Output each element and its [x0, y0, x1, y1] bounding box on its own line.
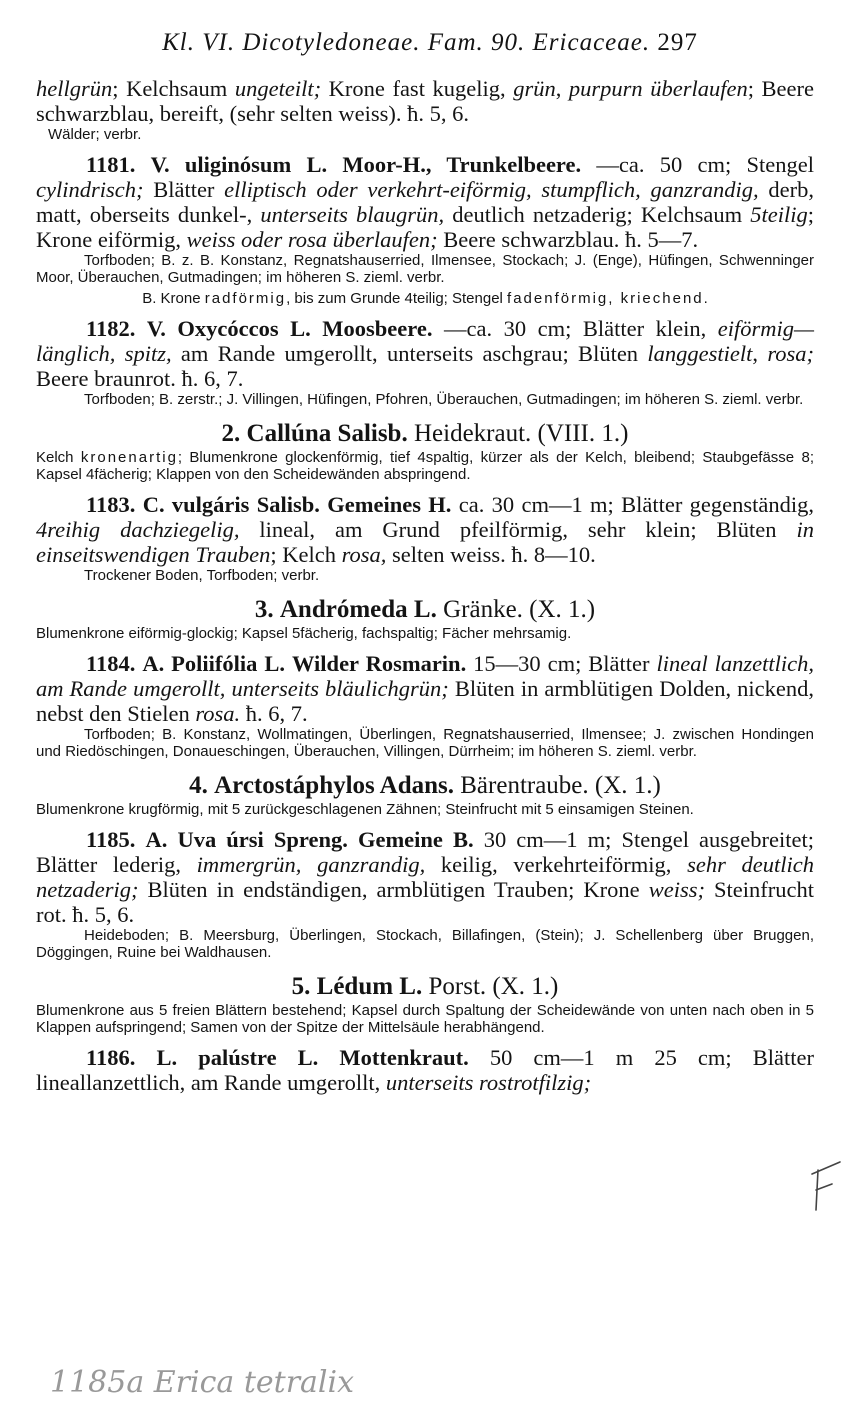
genus-3-heading: 3. Andrómeda L. Gränke. (X. 1.)	[254, 596, 596, 623]
genus-5-heading: 5. Lédum L. Porst. (X. 1.)	[291, 973, 559, 1000]
handwritten-note	[48, 1356, 448, 1412]
species-1181-habitat: Torfboden; B. z. B. Konstanz, Regnatshauserried, Ilmensee, Stockach; J. (Enge), Hüfingen, Schwenninger Moor, Überauchen, Gutmadingen; im höheren S. zieml. verbr.	[36, 252, 814, 286]
margin-pencil-mark	[806, 1158, 846, 1218]
species-1183-habitat: Trockener Boden, Torfboden; verbr.	[84, 567, 320, 584]
species-1182-habitat: Torfboden; B. zerstr.; J. Villingen, Hüfingen, Pfohren, Überauchen, Gutmadingen; im höheren S. zieml. verbr.	[84, 391, 804, 408]
species-1181: 1181. V. uliginósum L. Moor-H., Trunkelbeere. —ca. 50 cm; Stengel cylindrisch; Blätter elliptisch oder verkehrt-eiförmig, stumpflich, ganzrandig, derb, matt, oberseits dunkel-, unterseits blaugrün, deutlich netzaderig; Kelchsaum 5teilig; Krone eiförmig, weiss oder rosa überlaufen; Beere schwarzblau. ħ. 5—7.	[36, 152, 815, 252]
species-1186: 1186. L. palústre L. Mottenkraut. 50 cm—1 m 25 cm; Blätter lineallanzettlich, am Rande umgerollt, unterseits rostrotfilzig;	[36, 1045, 814, 1095]
handwritten-note-text: 1185a Erica tetralix	[50, 1365, 355, 1400]
genus-5-description: Blumenkrone aus 5 freien Blättern bestehend; Kapsel durch Spaltung der Scheidewände von unten nach oben in 5 Klappen aufspringend; Samen von der Spitze der Mittelsäule herabhängend.	[36, 1002, 814, 1036]
species-1185-habitat: Heideboden; B. Meersburg, Überlingen, Stockach, Billafingen, (Stein); J. Schellenberg über Bruggen, Döggingen, Ruine bei Waldhausen.	[36, 927, 814, 961]
genus-3-description: Blumenkrone eiförmig-glockig; Kapsel 5fächerig, fachspaltig; Fächer mehrsamig.	[36, 625, 572, 642]
genus-4-description: Blumenkrone krugförmig, mit 5 zurückgeschlagenen Zähnen; Steinfrucht mit 5 einsamigen Steinen.	[36, 801, 694, 818]
genus-2-heading: 2. Callúna Salisb. Heidekraut. (VIII. 1.)	[221, 420, 629, 447]
document-page	[36, 26, 814, 1095]
species-1183: 1183. C. vulgáris Salisb. Gemeines H. ca. 30 cm—1 m; Blätter gegenständig, 4reihig dachziegelig, lineal, am Grund pfeilförmig, sehr klein; Blüten in einseitswendigen Trauben; Kelch rosa, selten weiss. ħ. 8—10.	[36, 492, 814, 567]
species-1184-habitat: Torfboden; B. Konstanz, Wollmatingen, Überlingen, Regnatshauserried, Ilmensee; J. zwischen Hondingen und Riedöschingen, Donaueschingen, Überauchen, Villingen, Dürrheim; im höheren S. zieml. verbr.	[36, 726, 814, 760]
genus-4-heading: 4. Arctostáphylos Adans. Bärentraube. (X. 1.)	[189, 772, 661, 799]
intro-paragraph: hellgrün; Kelchsaum ungeteilt; Krone fast kugelig, grün, purpurn überlaufen; Beere schwarzblau, bereift, (sehr selten weiss). ħ. 5, 6.	[36, 76, 814, 126]
species-1184: 1184. A. Poliifólia L. Wilder Rosmarin. 15—30 cm; Blätter lineal lanzettlich, am Rande umgerollt, unterseits bläulichgrün; Blüten in armblütigen Dolden, nickend, nebst den Stielen rosa. ħ. 6, 7.	[36, 651, 815, 726]
genus-2-description: Kelch kronenartig; Blumenkrone glockenförmig, tief 4spaltig, kürzer als der Kelch, bleibend; Staubgefässe 8; Kapsel 4fächerig; Klappen von den Scheidewänden abspringend.	[36, 449, 814, 483]
species-1181-variety: B. Krone radförmig, bis zum Grunde 4teilig; Stengel fadenförmig, kriechend.	[142, 290, 708, 307]
species-1185: 1185. A. Uva úrsi Spreng. Gemeine B. 30 cm—1 m; Stengel ausgebreitet; Blätter lederig, immergrün, ganzrandig, keilig, verkehrteiförmig, sehr deutlich netzaderig; Blüten in endständigen, armblütigen Trauben; Krone weiss; Steinfrucht rot. ħ. 5, 6.	[36, 827, 814, 927]
species-1182: 1182. V. Oxycóccos L. Moosbeere. —ca. 30 cm; Blätter klein, eiförmig—länglich, spitz, am Rande umgerollt, unterseits aschgrau; Blüten langgestielt, rosa; Beere braunrot. ħ. 6, 7.	[36, 316, 815, 391]
running-header	[46, 26, 814, 60]
page-number: 297	[657, 29, 698, 56]
intro-habitat: Wälder; verbr.	[48, 126, 142, 143]
header-title: Kl. VI. Dicotyledoneae. Fam. 90. Ericaceae.	[162, 29, 651, 56]
